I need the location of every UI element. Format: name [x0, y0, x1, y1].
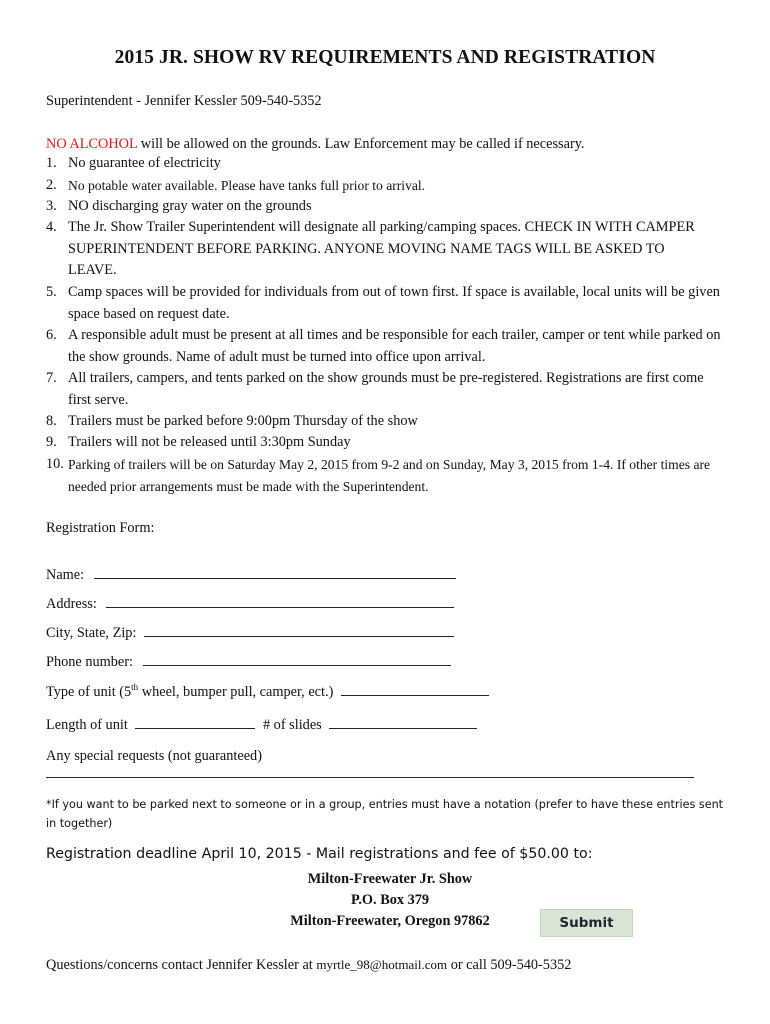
length-row — [46, 714, 477, 734]
mailing-address-line2: P.O. Box 379 — [350, 892, 430, 908]
length-label: Length of unit — [46, 717, 128, 733]
rule-text: A responsible adult must be present at all times and be responsible for each trailer, camper or tent while parked on the show grounds. Name of adult must be turned into office upon arrival. — [68, 327, 721, 365]
rule-text: NO discharging gray water on the grounds — [68, 198, 312, 214]
rule-text: Trailers must be parked before 9:00pm Thursday of the show — [68, 413, 418, 429]
rule-number: 1. — [46, 155, 57, 171]
registration-form-heading: Registration Form: — [46, 520, 155, 536]
rule-item — [46, 217, 710, 282]
rule-text: No guarantee of electricity — [68, 155, 221, 171]
special-requests-field[interactable] — [46, 777, 694, 778]
rule-item — [46, 325, 726, 368]
name-row — [46, 564, 456, 584]
city-row — [46, 622, 454, 642]
rule-item — [46, 282, 726, 325]
rule-item — [46, 153, 726, 175]
unit-label-sup: th — [131, 682, 139, 693]
contact-email-link[interactable]: myrtle_98@hotmail.com — [316, 957, 448, 972]
unit-label-post: wheel, bumper pull, camper, ect.) — [138, 684, 334, 700]
phone-row — [46, 651, 451, 671]
rule-number: 3. — [46, 198, 57, 214]
rule-item — [46, 411, 726, 433]
rule-text: Trailers will not be released until 3:30pm Sunday — [68, 434, 351, 450]
submit-button[interactable]: Submit — [540, 909, 633, 937]
city-state-zip-field[interactable] — [144, 622, 454, 637]
rule-item — [46, 432, 726, 454]
group-parking-note: *If you want to be parked next to someone or in a group, entries must have a notation (prefer to have these entries sent in together) — [46, 798, 724, 830]
phone-field[interactable] — [143, 651, 451, 666]
rule-number: 6. — [46, 327, 57, 343]
rule-number: 2. — [46, 177, 57, 193]
unit-type-field[interactable] — [341, 681, 489, 696]
rule-number: 10. — [46, 456, 64, 472]
registration-deadline: Registration deadline April 10, 2015 - Mail registrations and fee of $50.00 to: — [46, 846, 593, 862]
rule-item — [46, 175, 726, 197]
no-alcohol-text: NO ALCOHOL — [46, 136, 138, 152]
rule-text: Camp spaces will be provided for individuals from out of town first. If space is available, local units will be given space based on request date. — [68, 284, 720, 322]
rule-text: The Jr. Show Trailer Superintendent will designate all parking/camping spaces. CHECK IN WITH CAMPER SUPERINTENDENT BEFORE PARKING. ANYONE MOVING NAME TAGS WILL BE ASKED TO LEAVE. — [68, 219, 695, 278]
rule-text: All trailers, campers, and tents parked on the show grounds must be pre-registered. Registrations are first come first serve. — [68, 370, 704, 408]
rule-item — [46, 368, 726, 411]
special-requests-label: Any special requests (not guaranteed) — [46, 748, 262, 764]
city-state-zip-label: City, State, Zip: — [46, 625, 137, 641]
unit-label-pre: Type of unit (5 — [46, 684, 132, 700]
slides-label: # of slides — [262, 717, 322, 733]
mailing-address-line3: Milton-Freewater, Oregon 97862 — [290, 913, 490, 929]
contact-post: or call 509-540-5352 — [447, 957, 572, 973]
superintendent-line: Superintendent - Jennifer Kessler 509-540-5352 — [46, 93, 322, 109]
rule-number: 8. — [46, 413, 57, 429]
unit-type-label — [46, 684, 333, 700]
contact-pre: Questions/concerns contact Jennifer Kessler at — [46, 957, 317, 973]
slides-field[interactable] — [329, 714, 477, 729]
address-row — [46, 593, 454, 613]
page-title: 2015 JR. SHOW RV REQUIREMENTS AND REGISTRATION — [114, 47, 656, 68]
rule-number: 9. — [46, 434, 57, 450]
alcohol-warning — [46, 135, 585, 153]
contact-line — [46, 957, 571, 974]
rule-number: 4. — [46, 219, 57, 235]
rule-number: 5. — [46, 284, 57, 300]
phone-label: Phone number: — [46, 654, 133, 670]
rule-item — [46, 196, 726, 218]
warning-rest-text: will be allowed on the grounds. Law Enforcement may be called if necessary. — [137, 136, 585, 152]
rule-number: 7. — [46, 370, 57, 386]
unit-type-row — [46, 681, 489, 701]
rule-text: Parking of trailers will be on Saturday May 2, 2015 from 9-2 and on Sunday, May 3, 2015 from 1-4. If other times are needed prior arrangements must be made with the Superintendent. — [68, 457, 711, 494]
length-field[interactable] — [135, 714, 255, 729]
rule-item — [46, 454, 726, 497]
address-field[interactable] — [106, 593, 454, 608]
name-label: Name: — [46, 567, 85, 583]
rule-text: No potable water available. Please have tanks full prior to arrival. — [68, 178, 426, 193]
mailing-address-line1: Milton-Freewater Jr. Show — [307, 871, 473, 887]
address-label: Address: — [46, 596, 97, 612]
name-field[interactable] — [94, 564, 456, 579]
